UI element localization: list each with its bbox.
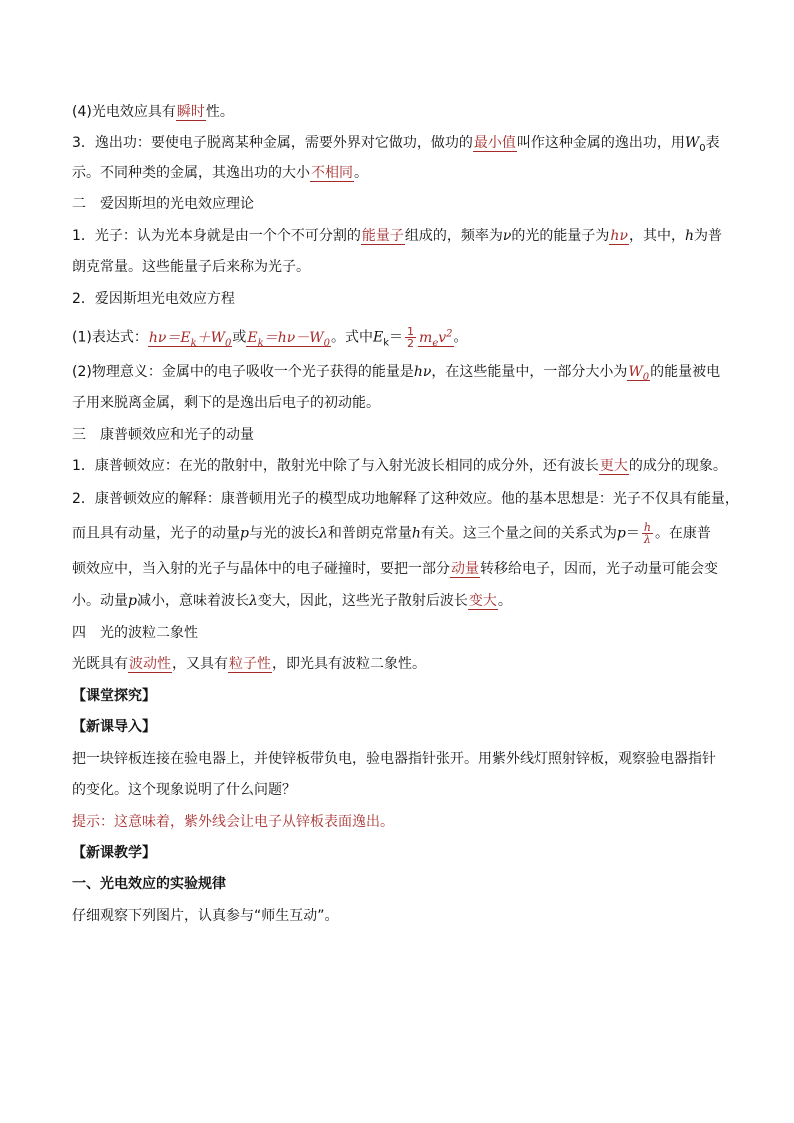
text: 示。不同种类的金属，其逸出功的大小 [72,165,310,181]
subscript: 0 [225,337,232,349]
line-photon [72,226,722,246]
line-momentum [72,522,711,545]
answer-blank-eq1 [148,330,233,347]
line-photoelectric-instant [72,102,234,122]
text: ＋W [196,329,226,346]
line-meaning [72,362,720,388]
symbol: E [373,329,384,346]
answer-blank: 波动性 [129,656,171,672]
symbol: ν [502,228,512,244]
text: ，其中， [628,228,685,244]
superscript: 2 [446,328,453,339]
text: ＝ [389,329,404,346]
subscript: 0 [699,142,706,154]
text: 而且具有动量，光子的动量 [72,525,240,542]
text: 为普 [693,228,722,244]
heading-class-explore: 【课堂探究】 [72,688,156,704]
text: 减小，意味着波长 [136,593,249,609]
fraction-half [405,326,416,349]
text: 的光的能量子为 [511,228,610,244]
line-meaning-cont: 子用来脱离金属，剩下的是逸出后电子的初动能。 [72,395,380,411]
text: 光既具有 [72,656,128,672]
symbol: h [411,525,421,542]
symbol: W [684,135,700,151]
line-compton-collision [72,559,718,579]
text: 3．逸出功：要使电子脱离某种金属，需要外界对它做功，做功的 [72,135,473,151]
answer-blank-eq2 [246,330,331,347]
line-work-function [72,133,720,159]
denominator: 2 [407,337,415,351]
text: ＝hν－W [263,329,324,346]
text: ，又具有 [172,656,228,672]
line-compton-result [72,591,512,611]
text: 表 [705,135,720,151]
text: 。式中 [331,329,374,346]
line-expression [72,324,468,353]
text: 的成分的现象。 [628,458,727,474]
line-compton-explain: 2．康普顿效应的解释：康普顿用光子的模型成功地解释了这种效应。他的基本思想是：光子不仅具有能量， [72,491,739,507]
line-experiment: 把一块锌板连接在验电器上，并使锌板带负电，验电器指针张开。用紫外线灯照射锌板，观察验电器指针 [72,751,716,767]
symbol: p [616,525,626,542]
symbol: p [240,525,249,542]
subscript: k [190,337,197,349]
text: v [438,329,447,346]
line-work-function-cont [72,163,368,183]
text: 和普朗克常量 [327,525,412,542]
symbol: p [128,593,137,609]
symbol: hν [413,364,432,380]
symbol: λ [318,525,328,542]
text: 1．光子：认为光本身就是由一个个不可分割的 [72,228,361,244]
text: 。 [354,165,368,181]
answer-blank: 更大 [599,458,628,474]
line-equation-title: 2．爱因斯坦光电效应方程 [72,291,235,307]
answer-blank: 瞬时 [176,104,205,120]
subscript: e [432,337,439,349]
heading-new-lesson-teaching: 【新课教学】 [72,845,156,861]
text: W [628,364,643,380]
text: (4)光电效应具有 [72,104,176,120]
section-heading-duality: 四 光的波粒二象性 [72,625,198,641]
text: ，在这些能量中，一部分大小为 [431,364,628,380]
denominator: λ [643,533,651,546]
text: 有关。这三个量之间的关系式为 [420,525,617,542]
text: ，即光具有波粒二象性。 [272,656,426,672]
text: 顿效应中，当入射的光子与晶体中的电子碰撞时，要把一部分 [72,561,450,577]
subscript: k [383,337,390,349]
fraction-h-over-lambda [642,522,653,545]
answer-blank [627,364,650,381]
numerator: 1 [407,325,415,339]
line-observe: 仔细观察下列图片，认真参与“师生互动”。 [72,908,339,924]
text: 性。 [205,104,234,120]
symbol: h [684,228,694,244]
text: 转移给电子，因而，光子动量可能会变 [480,561,718,577]
answer-blank: 粒子性 [229,656,271,672]
text: m [419,329,433,346]
subscript: k [257,337,264,349]
line-compton-effect [72,456,727,476]
answer-blank: 能量子 [361,228,404,244]
answer-blank: 不相同 [311,165,353,181]
heading-new-lesson-intro: 【新课导入】 [72,719,156,735]
symbol: λ [248,593,258,609]
text: (1)表达式： [72,329,148,346]
subscript: 0 [323,337,331,349]
text: 组成的，频率为 [404,228,503,244]
answer-blank-kinetic [418,330,454,347]
subscript: 0 [642,371,650,383]
line-duality [72,654,426,674]
text: ＝ [625,525,640,542]
text: 。 [497,593,512,609]
text: (2)物理意义：金属中的电子吸收一个光子获得的能量是 [72,364,414,380]
text: 小。动量 [72,593,128,609]
line-experiment-cont: 的变化。这个现象说明了什么问题？ [72,782,296,798]
text: 。 [453,329,468,346]
text: 变大，因此，这些光子散射后波长 [257,593,468,609]
answer-blank: 变大 [468,593,497,609]
section-heading-einstein: 二 爱因斯坦的光电效应理论 [72,196,254,212]
numerator: h [643,521,651,534]
text: 与光的波长 [248,525,319,542]
line-photon-cont: 朗克常量。这些能量子后来称为光子。 [72,259,310,275]
text: 叫作这种金属的逸出功，用 [516,135,685,151]
text: 的能量被电 [650,364,721,380]
text: 。在康普 [654,525,711,542]
text: hν＝E [148,329,191,346]
text: E [247,329,258,346]
answer-blank: 动量 [451,561,479,577]
heading-experiment-rules: 一、光电效应的实验规律 [72,876,226,892]
line-hint: 提示：这意味着，紫外线会让电子从锌板表面逸出。 [72,814,394,830]
text: 或 [232,329,247,346]
answer-blank: 最小值 [473,135,516,151]
answer-blank: hν [610,228,628,244]
text: 1．康普顿效应：在光的散射中，散射光中除了与入射光波长相同的成分外，还有波长 [72,458,599,474]
section-heading-compton: 三 康普顿效应和光子的动量 [72,427,254,443]
